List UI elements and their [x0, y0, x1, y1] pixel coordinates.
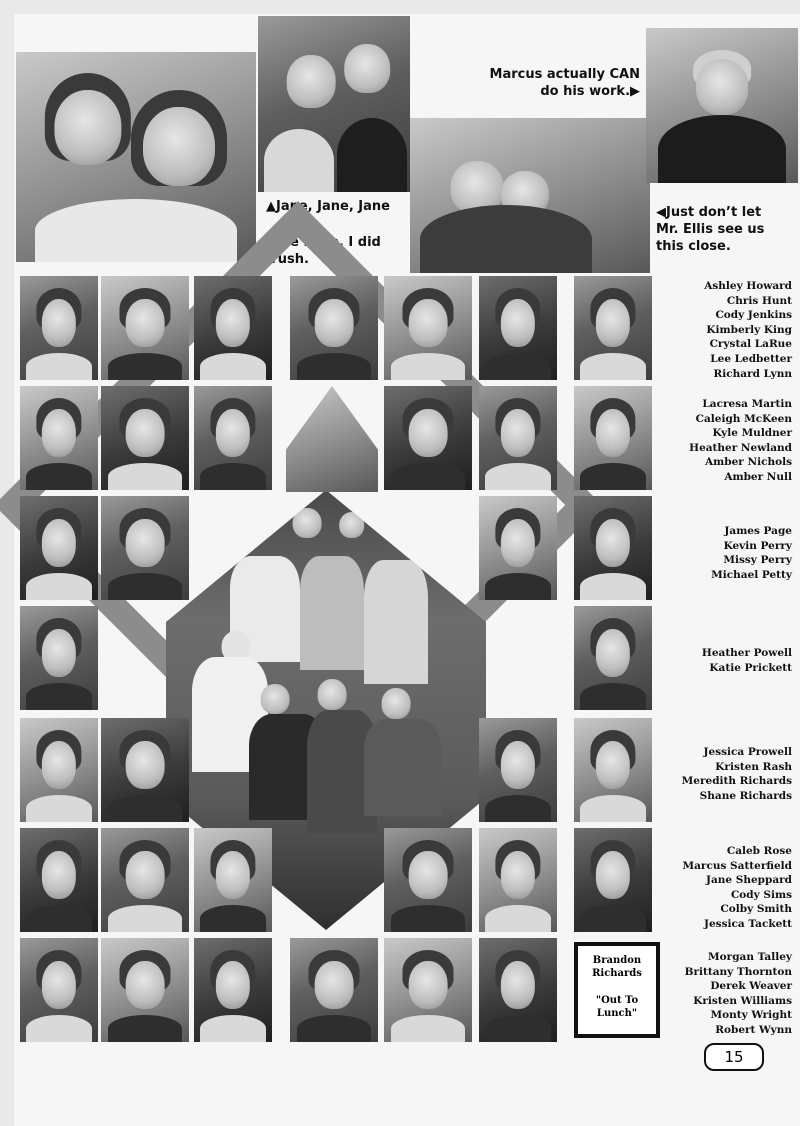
student-name: Caleigh McKeen — [695, 412, 792, 425]
portrait-shoulders — [485, 573, 551, 600]
portrait-shoulders — [580, 795, 646, 822]
student-name: Lacresa Martin — [702, 398, 792, 410]
student-name: Kyle Muldner — [712, 427, 792, 440]
student-portrait — [101, 386, 189, 490]
portrait-face — [126, 741, 165, 789]
portrait-face — [501, 961, 535, 1009]
student-name: Marcus Satterfield — [682, 859, 792, 872]
portrait-face — [315, 961, 354, 1009]
portrait-face — [409, 409, 448, 457]
student-name: Meredith Richards — [681, 775, 792, 788]
student-portrait — [20, 386, 98, 490]
portrait-face — [42, 851, 76, 899]
student-name: Crystal LaRue — [709, 338, 792, 351]
portrait-face — [126, 299, 165, 347]
student-portrait — [384, 386, 472, 490]
student-portrait — [194, 828, 272, 932]
portrait-face — [409, 299, 448, 347]
not-pictured-box — [574, 942, 660, 1038]
student-portrait — [479, 386, 557, 490]
student-portrait — [384, 828, 472, 932]
student-portrait — [479, 828, 557, 932]
portrait-shoulders — [580, 573, 646, 600]
portrait-shoulders — [108, 795, 182, 822]
portrait-shoulders — [485, 463, 551, 490]
portrait-face — [42, 741, 76, 789]
candid-photo-two-girls — [16, 52, 256, 262]
portrait-shoulders — [485, 905, 551, 932]
candid-photo-jane — [258, 16, 410, 192]
portrait-shoulders — [485, 1015, 551, 1042]
student-portrait — [20, 828, 98, 932]
candid-photo-classroom — [410, 118, 650, 273]
student-name: Kimberly King — [706, 323, 792, 336]
portrait-shoulders — [200, 1015, 266, 1042]
caption-jane-line: ▲Jane, Jane, Jane — [266, 199, 390, 214]
portrait-face — [126, 961, 165, 1009]
student-portrait — [101, 718, 189, 822]
student-portrait — [20, 496, 98, 600]
student-name: James Page — [724, 525, 792, 537]
portrait-face — [315, 299, 354, 347]
student-portrait — [574, 828, 652, 932]
student-portrait — [194, 276, 272, 380]
caption-ellis-line3: this close. — [656, 239, 731, 254]
portrait-face — [216, 409, 250, 457]
portrait-shoulders — [26, 463, 92, 490]
student-name: Caleb Rose — [726, 845, 792, 857]
portrait-shoulders — [108, 1015, 182, 1042]
student-name: Chris Hunt — [726, 294, 792, 307]
portrait-face — [42, 299, 76, 347]
portrait-shoulders — [26, 1015, 92, 1042]
student-portrait — [20, 718, 98, 822]
student-name: Amber Nichols — [705, 456, 792, 469]
not-pictured-note-line2: Lunch" — [596, 1008, 638, 1019]
portrait-face — [409, 851, 448, 899]
portrait-face — [42, 629, 76, 677]
portrait-shoulders — [200, 905, 266, 932]
caption-marcus-line1: Marcus actually CAN — [489, 67, 640, 82]
student-name: Michael Petty — [711, 568, 792, 581]
portrait-shoulders — [108, 573, 182, 600]
student-name: Derek Weaver — [710, 980, 792, 993]
portrait-shoulders — [26, 353, 92, 380]
student-name: Kristen Williams — [693, 994, 792, 1007]
portrait-face — [596, 409, 630, 457]
student-portrait — [290, 276, 378, 380]
portrait-face — [501, 519, 535, 567]
names-row-4 — [656, 646, 792, 675]
candid-photo-marcus — [646, 28, 798, 183]
student-portrait — [101, 828, 189, 932]
portrait-face — [126, 519, 165, 567]
portrait-face — [596, 741, 630, 789]
student-portrait — [479, 938, 557, 1042]
student-name: Kristen Rash — [715, 760, 792, 773]
portrait-face — [596, 851, 630, 899]
portrait-face — [42, 961, 76, 1009]
portrait-face — [596, 519, 630, 567]
student-portrait — [479, 496, 557, 600]
student-name: Robert Wynn — [715, 1023, 792, 1036]
portrait-face — [216, 851, 250, 899]
student-name: Shane Richards — [699, 789, 792, 802]
caption-mom-line2: brush. — [262, 252, 309, 267]
names-row-1 — [656, 279, 792, 381]
portrait-shoulders — [297, 1015, 371, 1042]
not-pictured-first-name: Brandon — [592, 955, 642, 966]
names-row-2 — [656, 397, 792, 485]
student-name: Missy Perry — [723, 554, 792, 567]
portrait-face — [409, 961, 448, 1009]
student-name: Morgan Talley — [708, 951, 792, 963]
portrait-face — [42, 519, 76, 567]
not-pictured-last-name: Richards — [592, 968, 642, 979]
portrait-shoulders — [485, 353, 551, 380]
caption-marcus — [470, 66, 640, 100]
portrait-shoulders — [485, 795, 551, 822]
student-name: Colby Smith — [720, 903, 792, 916]
student-name: Cody Sims — [730, 888, 792, 901]
student-name: Cody Jenkins — [715, 309, 792, 322]
portrait-face — [126, 409, 165, 457]
student-portrait — [574, 386, 652, 490]
portrait-shoulders — [580, 683, 646, 710]
portrait-face — [216, 961, 250, 1009]
portrait-shoulders — [26, 795, 92, 822]
student-name: Jane Sheppard — [706, 874, 792, 887]
student-portrait — [20, 276, 98, 380]
student-portrait — [101, 276, 189, 380]
student-portrait — [101, 496, 189, 600]
student-portrait — [194, 938, 272, 1042]
caption-ellis — [656, 204, 764, 255]
portrait-face — [596, 629, 630, 677]
portrait-shoulders — [297, 353, 371, 380]
names-row-7 — [656, 950, 792, 1038]
student-portrait — [574, 718, 652, 822]
portrait-shoulders — [391, 1015, 465, 1042]
portrait-shoulders — [26, 573, 92, 600]
portrait-shoulders — [391, 353, 465, 380]
student-portrait — [384, 276, 472, 380]
portrait-shoulders — [580, 905, 646, 932]
names-row-3 — [656, 524, 792, 582]
not-pictured-note-line1: "Out To — [595, 995, 639, 1006]
student-portrait — [574, 276, 652, 380]
portrait-shoulders — [26, 683, 92, 710]
student-portrait — [479, 718, 557, 822]
student-portrait — [574, 606, 652, 710]
student-portrait — [194, 386, 272, 490]
portrait-face — [596, 299, 630, 347]
student-name: Brittany Thornton — [684, 965, 792, 978]
student-name: Amber Null — [724, 470, 792, 483]
portrait-shoulders — [26, 905, 92, 932]
student-name: Richard Lynn — [713, 367, 792, 380]
portrait-face — [501, 741, 535, 789]
portrait-face — [501, 851, 535, 899]
student-name: Monty Wright — [710, 1009, 792, 1022]
portrait-shoulders — [200, 353, 266, 380]
portrait-shoulders — [108, 905, 182, 932]
portrait-shoulders — [391, 905, 465, 932]
page-number: 15 — [704, 1043, 764, 1071]
student-name: Kevin Perry — [723, 539, 792, 552]
student-name: Jessica Prowell — [703, 746, 792, 758]
student-portrait — [290, 938, 378, 1042]
student-portrait — [384, 938, 472, 1042]
student-portrait — [101, 938, 189, 1042]
portrait-shoulders — [391, 463, 465, 490]
student-name: Jessica Tackett — [704, 917, 792, 930]
student-portrait — [20, 938, 98, 1042]
portrait-shoulders — [580, 353, 646, 380]
portrait-face — [501, 299, 535, 347]
student-portrait — [479, 276, 557, 380]
caption-ellis-line2: Mr. Ellis see us — [656, 222, 765, 237]
caption-marcus-line2: do his work.▶ — [540, 84, 640, 99]
portrait-shoulders — [200, 463, 266, 490]
student-name: Heather Powell — [701, 647, 792, 659]
student-portrait — [20, 606, 98, 710]
student-name: Lee Ledbetter — [710, 352, 792, 365]
student-portrait — [574, 496, 652, 600]
student-name: Ashley Howard — [704, 280, 792, 292]
portrait-shoulders — [108, 353, 182, 380]
names-row-6 — [656, 844, 792, 932]
portrait-shoulders — [108, 463, 182, 490]
portrait-face — [501, 409, 535, 457]
caption-mom-line1: ◀See Mom. I did — [262, 235, 381, 250]
student-name: Katie Prickett — [709, 661, 792, 674]
names-row-5 — [656, 745, 792, 803]
portrait-shoulders — [580, 463, 646, 490]
portrait-face — [126, 851, 165, 899]
portrait-face — [42, 409, 76, 457]
portrait-face — [216, 299, 250, 347]
caption-ellis-line1: ◀Just don’t let — [656, 205, 762, 220]
student-name: Heather Newland — [689, 441, 792, 454]
